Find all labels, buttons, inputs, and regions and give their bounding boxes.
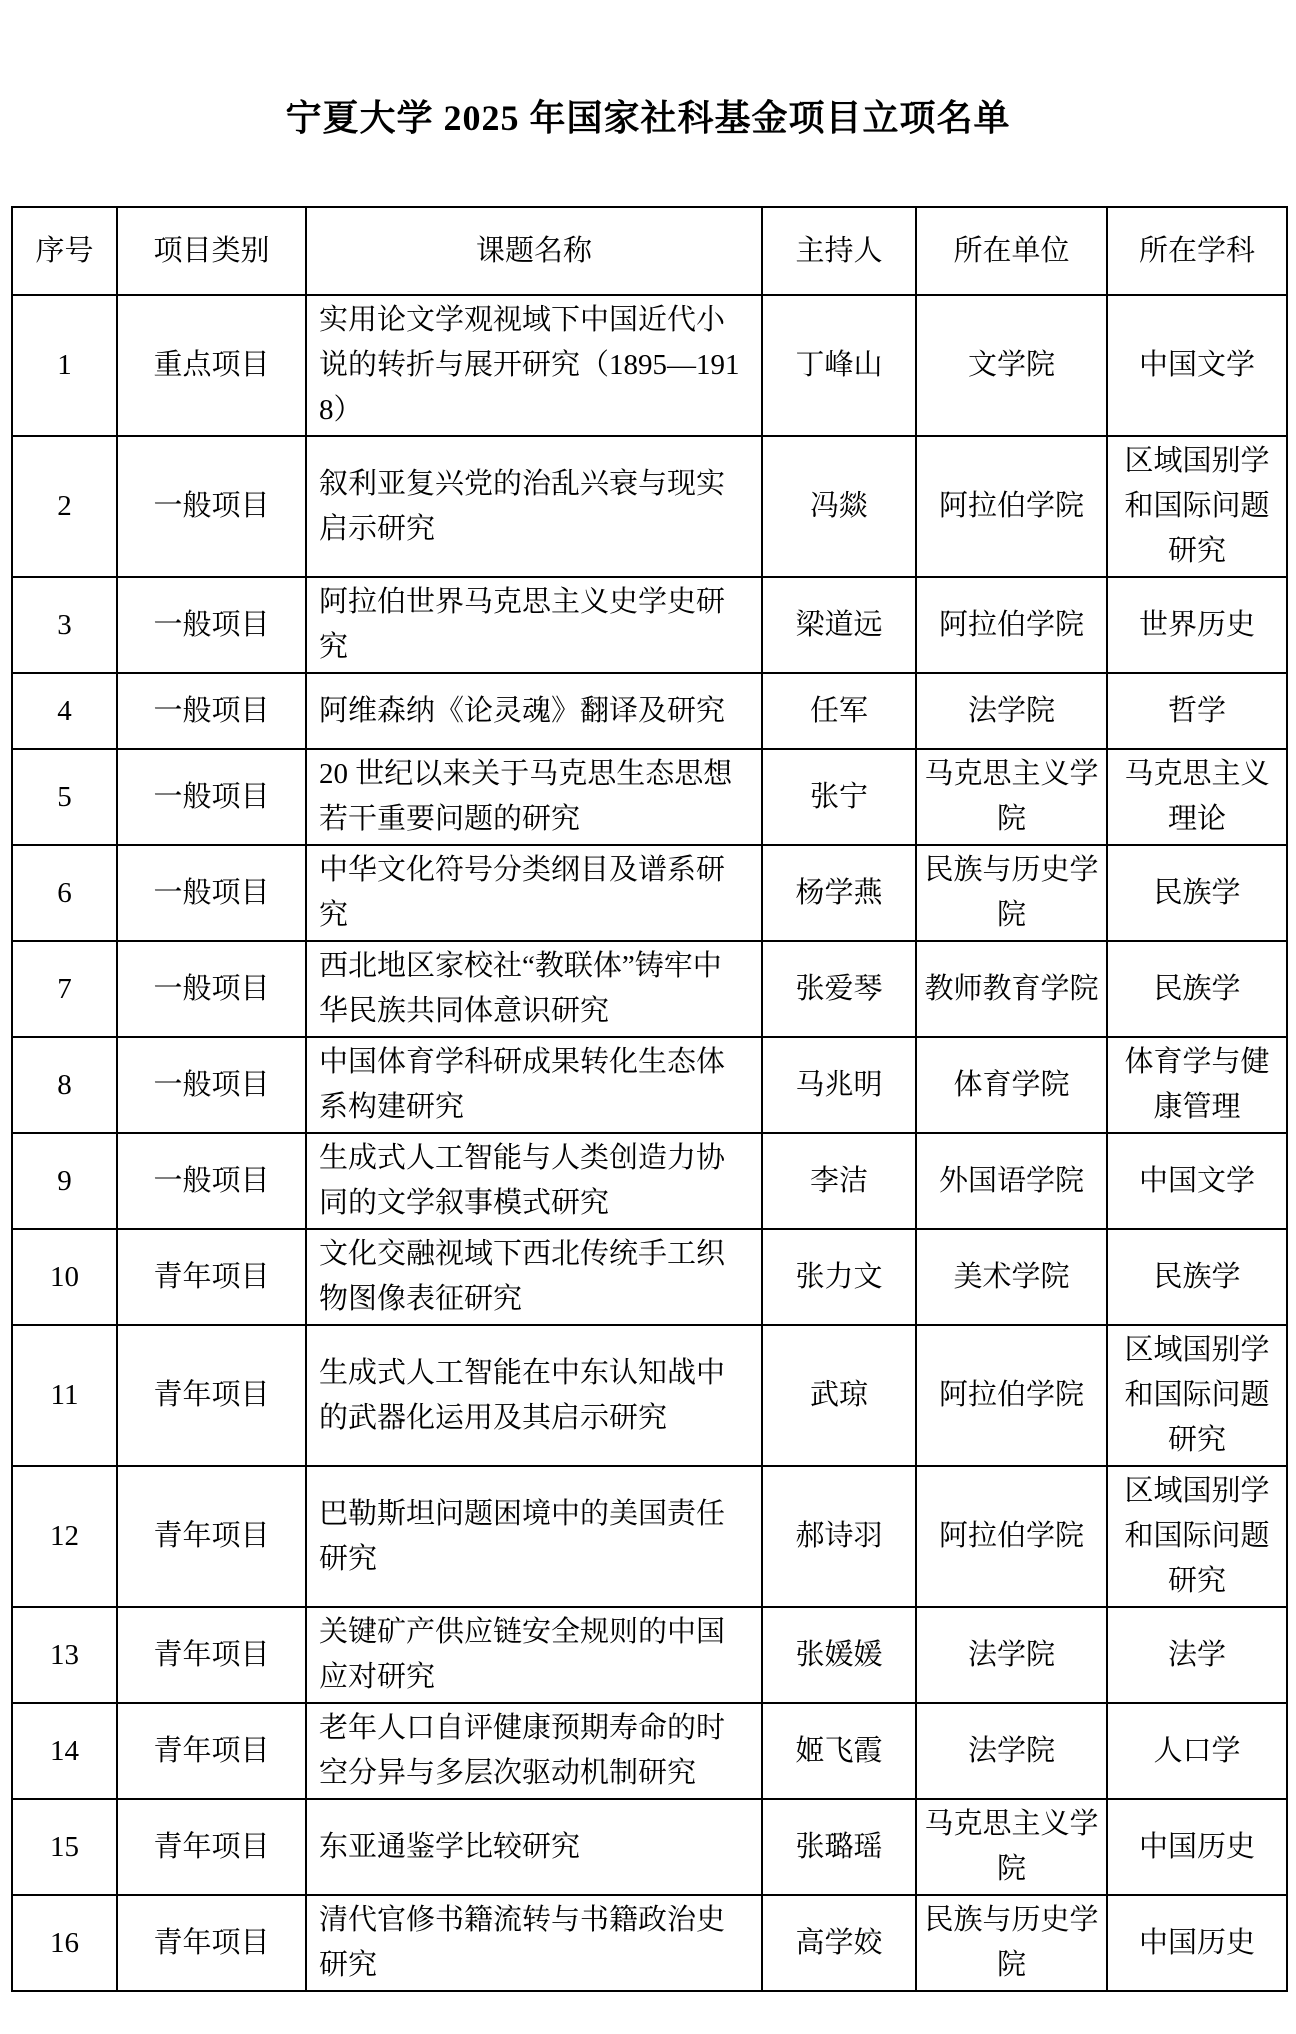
row-number-cell: 16 [12, 1895, 117, 1991]
category-cell: 青年项目 [117, 1325, 306, 1466]
unit-cell: 法学院 [916, 1607, 1107, 1703]
table-row [12, 941, 1287, 1037]
table-row [12, 673, 1287, 749]
project-title-cell: 阿拉伯世界马克思主义史学史研究 [306, 577, 762, 673]
project-title-cell: 文化交融视域下西北传统手工织物图像表征研究 [306, 1229, 762, 1325]
row-number-cell: 13 [12, 1607, 117, 1703]
category-cell: 青年项目 [117, 1607, 306, 1703]
category-cell: 一般项目 [117, 577, 306, 673]
unit-cell: 民族与历史学院 [916, 1895, 1107, 1991]
pi-cell: 杨学燕 [762, 845, 916, 941]
column-header: 课题名称 [306, 207, 762, 295]
project-title-cell: 中华文化符号分类纲目及谱系研究 [306, 845, 762, 941]
discipline-cell: 民族学 [1107, 1229, 1287, 1325]
project-title-cell: 清代官修书籍流转与书籍政治史研究 [306, 1895, 762, 1991]
discipline-cell: 中国文学 [1107, 1133, 1287, 1229]
row-number-cell: 14 [12, 1703, 117, 1799]
unit-cell: 外国语学院 [916, 1133, 1107, 1229]
table-row [12, 1037, 1287, 1133]
category-cell: 一般项目 [117, 845, 306, 941]
row-number-cell: 8 [12, 1037, 117, 1133]
project-title-cell: 生成式人工智能与人类创造力协同的文学叙事模式研究 [306, 1133, 762, 1229]
table-body [12, 295, 1287, 1991]
row-number-cell: 1 [12, 295, 117, 436]
unit-cell: 阿拉伯学院 [916, 1466, 1107, 1607]
category-cell: 一般项目 [117, 1037, 306, 1133]
row-number-cell: 7 [12, 941, 117, 1037]
column-header: 所在单位 [916, 207, 1107, 295]
unit-cell: 法学院 [916, 1703, 1107, 1799]
unit-cell: 法学院 [916, 673, 1107, 749]
discipline-cell: 民族学 [1107, 941, 1287, 1037]
pi-cell: 梁道远 [762, 577, 916, 673]
pi-cell: 张爱琴 [762, 941, 916, 1037]
pi-cell: 任军 [762, 673, 916, 749]
discipline-cell: 体育学与健康管理 [1107, 1037, 1287, 1133]
table-row [12, 1466, 1287, 1607]
discipline-cell: 中国文学 [1107, 295, 1287, 436]
table-row [12, 1325, 1287, 1466]
project-title-cell: 20 世纪以来关于马克思生态思想若干重要问题的研究 [306, 749, 762, 845]
row-number-cell: 15 [12, 1799, 117, 1895]
pi-cell: 张力文 [762, 1229, 916, 1325]
category-cell: 青年项目 [117, 1799, 306, 1895]
category-cell: 青年项目 [117, 1895, 306, 1991]
row-number-cell: 12 [12, 1466, 117, 1607]
row-number-cell: 11 [12, 1325, 117, 1466]
project-title-cell: 中国体育学科研成果转化生态体系构建研究 [306, 1037, 762, 1133]
header-row [12, 207, 1287, 295]
table-row [12, 1703, 1287, 1799]
row-number-cell: 2 [12, 436, 117, 577]
table-row [12, 436, 1287, 577]
column-header: 序号 [12, 207, 117, 295]
pi-cell: 张媛媛 [762, 1607, 916, 1703]
pi-cell: 张璐瑶 [762, 1799, 916, 1895]
unit-cell: 民族与历史学院 [916, 845, 1107, 941]
project-title-cell: 关键矿产供应链安全规则的中国应对研究 [306, 1607, 762, 1703]
project-title-cell: 老年人口自评健康预期寿命的时空分异与多层次驱动机制研究 [306, 1703, 762, 1799]
discipline-cell: 中国历史 [1107, 1799, 1287, 1895]
row-number-cell: 6 [12, 845, 117, 941]
row-number-cell: 3 [12, 577, 117, 673]
column-header: 主持人 [762, 207, 916, 295]
table-row [12, 1799, 1287, 1895]
discipline-cell: 区域国别学和国际问题研究 [1107, 1466, 1287, 1607]
category-cell: 一般项目 [117, 1133, 306, 1229]
column-header: 所在学科 [1107, 207, 1287, 295]
unit-cell: 文学院 [916, 295, 1107, 436]
pi-cell: 武琼 [762, 1325, 916, 1466]
project-title-cell: 东亚通鉴学比较研究 [306, 1799, 762, 1895]
discipline-cell: 中国历史 [1107, 1895, 1287, 1991]
row-number-cell: 10 [12, 1229, 117, 1325]
unit-cell: 美术学院 [916, 1229, 1107, 1325]
projects-table [11, 206, 1288, 1992]
table-row [12, 1229, 1287, 1325]
discipline-cell: 哲学 [1107, 673, 1287, 749]
table-row [12, 1607, 1287, 1703]
unit-cell: 马克思主义学院 [916, 1799, 1107, 1895]
category-cell: 一般项目 [117, 749, 306, 845]
pi-cell: 张宁 [762, 749, 916, 845]
discipline-cell: 法学 [1107, 1607, 1287, 1703]
discipline-cell: 世界历史 [1107, 577, 1287, 673]
document-title: 宁夏大学 2025 年国家社科基金项目立项名单 [285, 98, 1011, 138]
unit-cell: 阿拉伯学院 [916, 436, 1107, 577]
pi-cell: 姬飞霞 [762, 1703, 916, 1799]
pi-cell: 冯燚 [762, 436, 916, 577]
category-cell: 一般项目 [117, 673, 306, 749]
unit-cell: 体育学院 [916, 1037, 1107, 1133]
pi-cell: 高学姣 [762, 1895, 916, 1991]
unit-cell: 教师教育学院 [916, 941, 1107, 1037]
unit-cell: 阿拉伯学院 [916, 1325, 1107, 1466]
category-cell: 青年项目 [117, 1229, 306, 1325]
category-cell: 一般项目 [117, 436, 306, 577]
category-cell: 重点项目 [117, 295, 306, 436]
category-cell: 青年项目 [117, 1466, 306, 1607]
discipline-cell: 人口学 [1107, 1703, 1287, 1799]
project-title-cell: 西北地区家校社“教联体”铸牢中华民族共同体意识研究 [306, 941, 762, 1037]
row-number-cell: 4 [12, 673, 117, 749]
project-title-cell: 叙利亚复兴党的治乱兴衰与现实启示研究 [306, 436, 762, 577]
table-row [12, 1895, 1287, 1991]
table-row [12, 577, 1287, 673]
discipline-cell: 区域国别学和国际问题研究 [1107, 436, 1287, 577]
category-cell: 一般项目 [117, 941, 306, 1037]
project-title-cell: 生成式人工智能在中东认知战中的武器化运用及其启示研究 [306, 1325, 762, 1466]
project-title-cell: 巴勒斯坦问题困境中的美国责任研究 [306, 1466, 762, 1607]
unit-cell: 阿拉伯学院 [916, 577, 1107, 673]
pi-cell: 丁峰山 [762, 295, 916, 436]
table-row [12, 749, 1287, 845]
row-number-cell: 9 [12, 1133, 117, 1229]
pi-cell: 李洁 [762, 1133, 916, 1229]
discipline-cell: 民族学 [1107, 845, 1287, 941]
table-row [12, 845, 1287, 941]
page [0, 96, 1296, 2034]
category-cell: 青年项目 [117, 1703, 306, 1799]
table-row [12, 295, 1287, 436]
unit-cell: 马克思主义学院 [916, 749, 1107, 845]
discipline-cell: 区域国别学和国际问题研究 [1107, 1325, 1287, 1466]
table-row [12, 1133, 1287, 1229]
project-title-cell: 实用论文学观视域下中国近代小说的转折与展开研究（1895—1918） [306, 295, 762, 436]
row-number-cell: 5 [12, 749, 117, 845]
pi-cell: 马兆明 [762, 1037, 916, 1133]
pi-cell: 郝诗羽 [762, 1466, 916, 1607]
discipline-cell: 马克思主义理论 [1107, 749, 1287, 845]
project-title-cell: 阿维森纳《论灵魂》翻译及研究 [306, 673, 762, 749]
column-header: 项目类别 [117, 207, 306, 295]
